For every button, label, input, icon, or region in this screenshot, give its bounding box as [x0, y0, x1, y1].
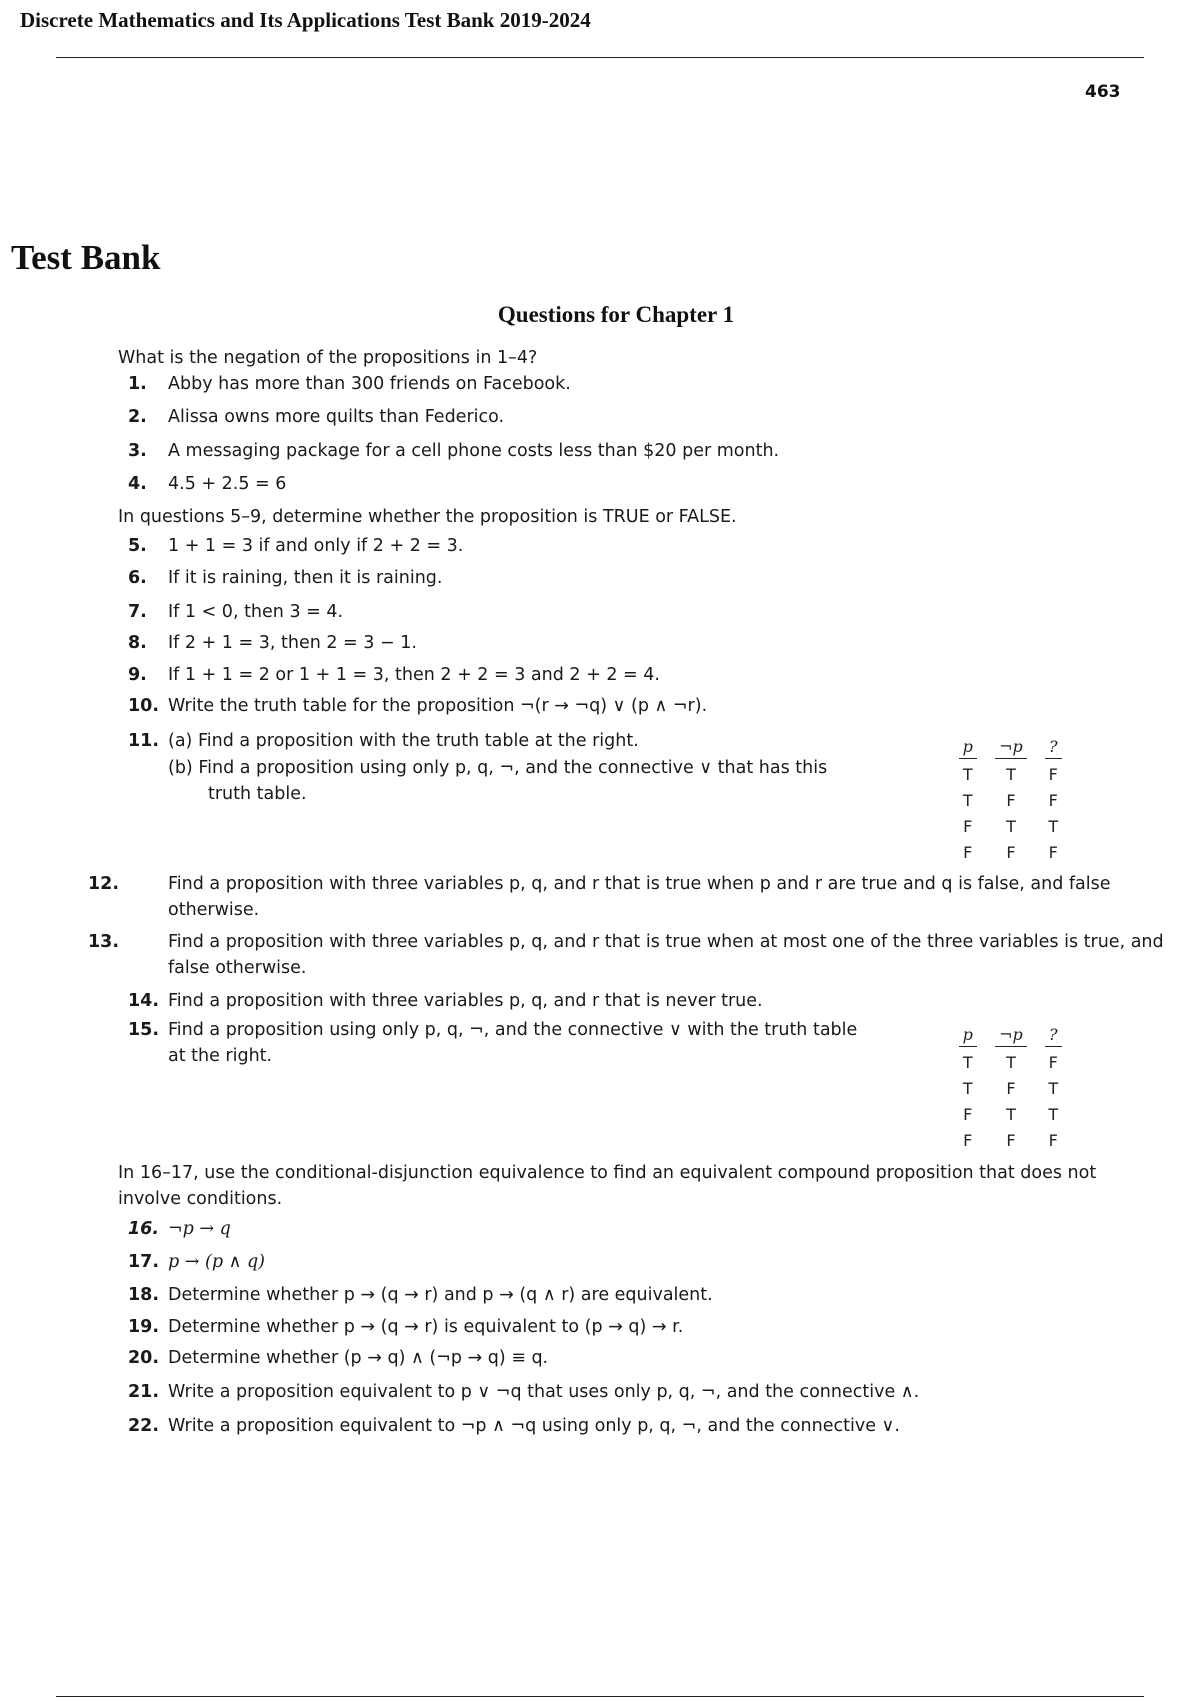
instruction-5-9: In questions 5–9, determine whether the proposition is TRUE or FALSE. — [118, 507, 737, 527]
table-header: ? — [1037, 1025, 1070, 1049]
question-14: 14. Find a proposition with three variables p, q, and r that is never true. — [128, 991, 763, 1011]
question-3: 3. A messaging package for a cell phone costs less than $20 per month. — [128, 441, 780, 461]
section-title: Test Bank — [11, 238, 161, 277]
question-16: 16. ¬p → q — [128, 1219, 231, 1239]
table-row: T T F — [962, 764, 1058, 784]
footer-rule — [56, 1696, 1144, 1697]
table-header: ¬p — [985, 737, 1036, 761]
table-header: ? — [1037, 737, 1070, 761]
truth-table-15 — [950, 1025, 1070, 1153]
question-12: 12. Find a proposition with three variables p, q, and r that is true when p and r are true and q is false, and false otherwise. — [88, 874, 1111, 920]
question-4: 4. 4.5 + 2.5 = 6 — [128, 474, 287, 494]
table-row: F F F — [963, 1130, 1058, 1150]
header-rule — [56, 57, 1144, 58]
question-18: 18. Determine whether p → (q → r) and p → (q ∧ r) are equivalent. — [128, 1285, 713, 1305]
question-9: 9. If 1 + 1 = 2 or 1 + 1 = 3, then 2 + 2 = 3 and 2 + 2 = 4. — [128, 665, 660, 685]
table-header: p — [950, 737, 985, 761]
running-header-title: Discrete Mathematics and Its Applications Test Bank 2019-2024 — [20, 8, 591, 32]
chapter-title: Questions for Chapter 1 — [497, 302, 735, 327]
question-8: 8. If 2 + 1 = 3, then 2 = 3 − 1. — [128, 633, 417, 653]
question-10: 10. Write the truth table for the proposition ¬(r → ¬q) ∨ (p ∧ ¬r). — [128, 696, 708, 716]
question-13: 13. Find a proposition with three variables p, q, and r that is true when at most one of the three variables is true, and false otherwise. — [88, 932, 1164, 978]
question-15: 15. Find a proposition using only p, q, ¬, and the connective ∨ with the truth table — [128, 1020, 858, 1040]
table-row: T F F — [962, 790, 1058, 810]
question-6: 6. If it is raining, then it is raining. — [128, 568, 443, 588]
table-header: p — [950, 1025, 985, 1049]
question-11-a: 11. (a) Find a proposition with the truth table at the right. — [128, 731, 639, 751]
question-19: 19. Determine whether p → (q → r) is equivalent to (p → q) → r. — [128, 1317, 684, 1337]
question-20: 20. Determine whether (p → q) ∧ (¬p → q) ≡ q. — [128, 1348, 549, 1368]
truth-table-11 — [950, 737, 1070, 865]
question-11-b: (b) Find a proposition using only p, q, ¬, and the connective ∨ that has this — [168, 758, 828, 778]
question-5: 5. 1 + 1 = 3 if and only if 2 + 2 = 3. — [128, 536, 464, 556]
table-row: F T T — [963, 1104, 1059, 1124]
table-row: F T T — [963, 816, 1059, 836]
table-row: T F T — [962, 1078, 1059, 1098]
question-1: 1. Abby has more than 300 friends on Facebook. — [128, 374, 571, 394]
question-21: 21. Write a proposition equivalent to p ∨ ¬q that uses only p, q, ¬, and the connective ∧. — [128, 1382, 920, 1402]
question-22: 22. Write a proposition equivalent to ¬p ∧ ¬q using only p, q, ¬, and the connective ∨. — [128, 1416, 900, 1436]
question-2: 2. Alissa owns more quilts than Federico. — [128, 407, 505, 427]
question-7: 7. If 1 < 0, then 3 = 4. — [128, 602, 344, 622]
question-11-b-cont: truth table. — [208, 784, 307, 804]
table-header: ¬p — [985, 1025, 1036, 1049]
instruction-1-4: What is the negation of the propositions in 1–4? — [118, 348, 538, 368]
table-row: T T F — [962, 1052, 1058, 1072]
question-17: 17. p → (p ∧ q) — [128, 1252, 265, 1272]
table-row: F F F — [963, 842, 1058, 862]
instruction-16-17: In 16–17, use the conditional-disjunction equivalence to find an equivalent compound proposition that does not involve conditions. — [118, 1163, 1097, 1209]
question-15-cont: at the right. — [168, 1046, 273, 1066]
page-number: 463 — [1085, 82, 1121, 102]
